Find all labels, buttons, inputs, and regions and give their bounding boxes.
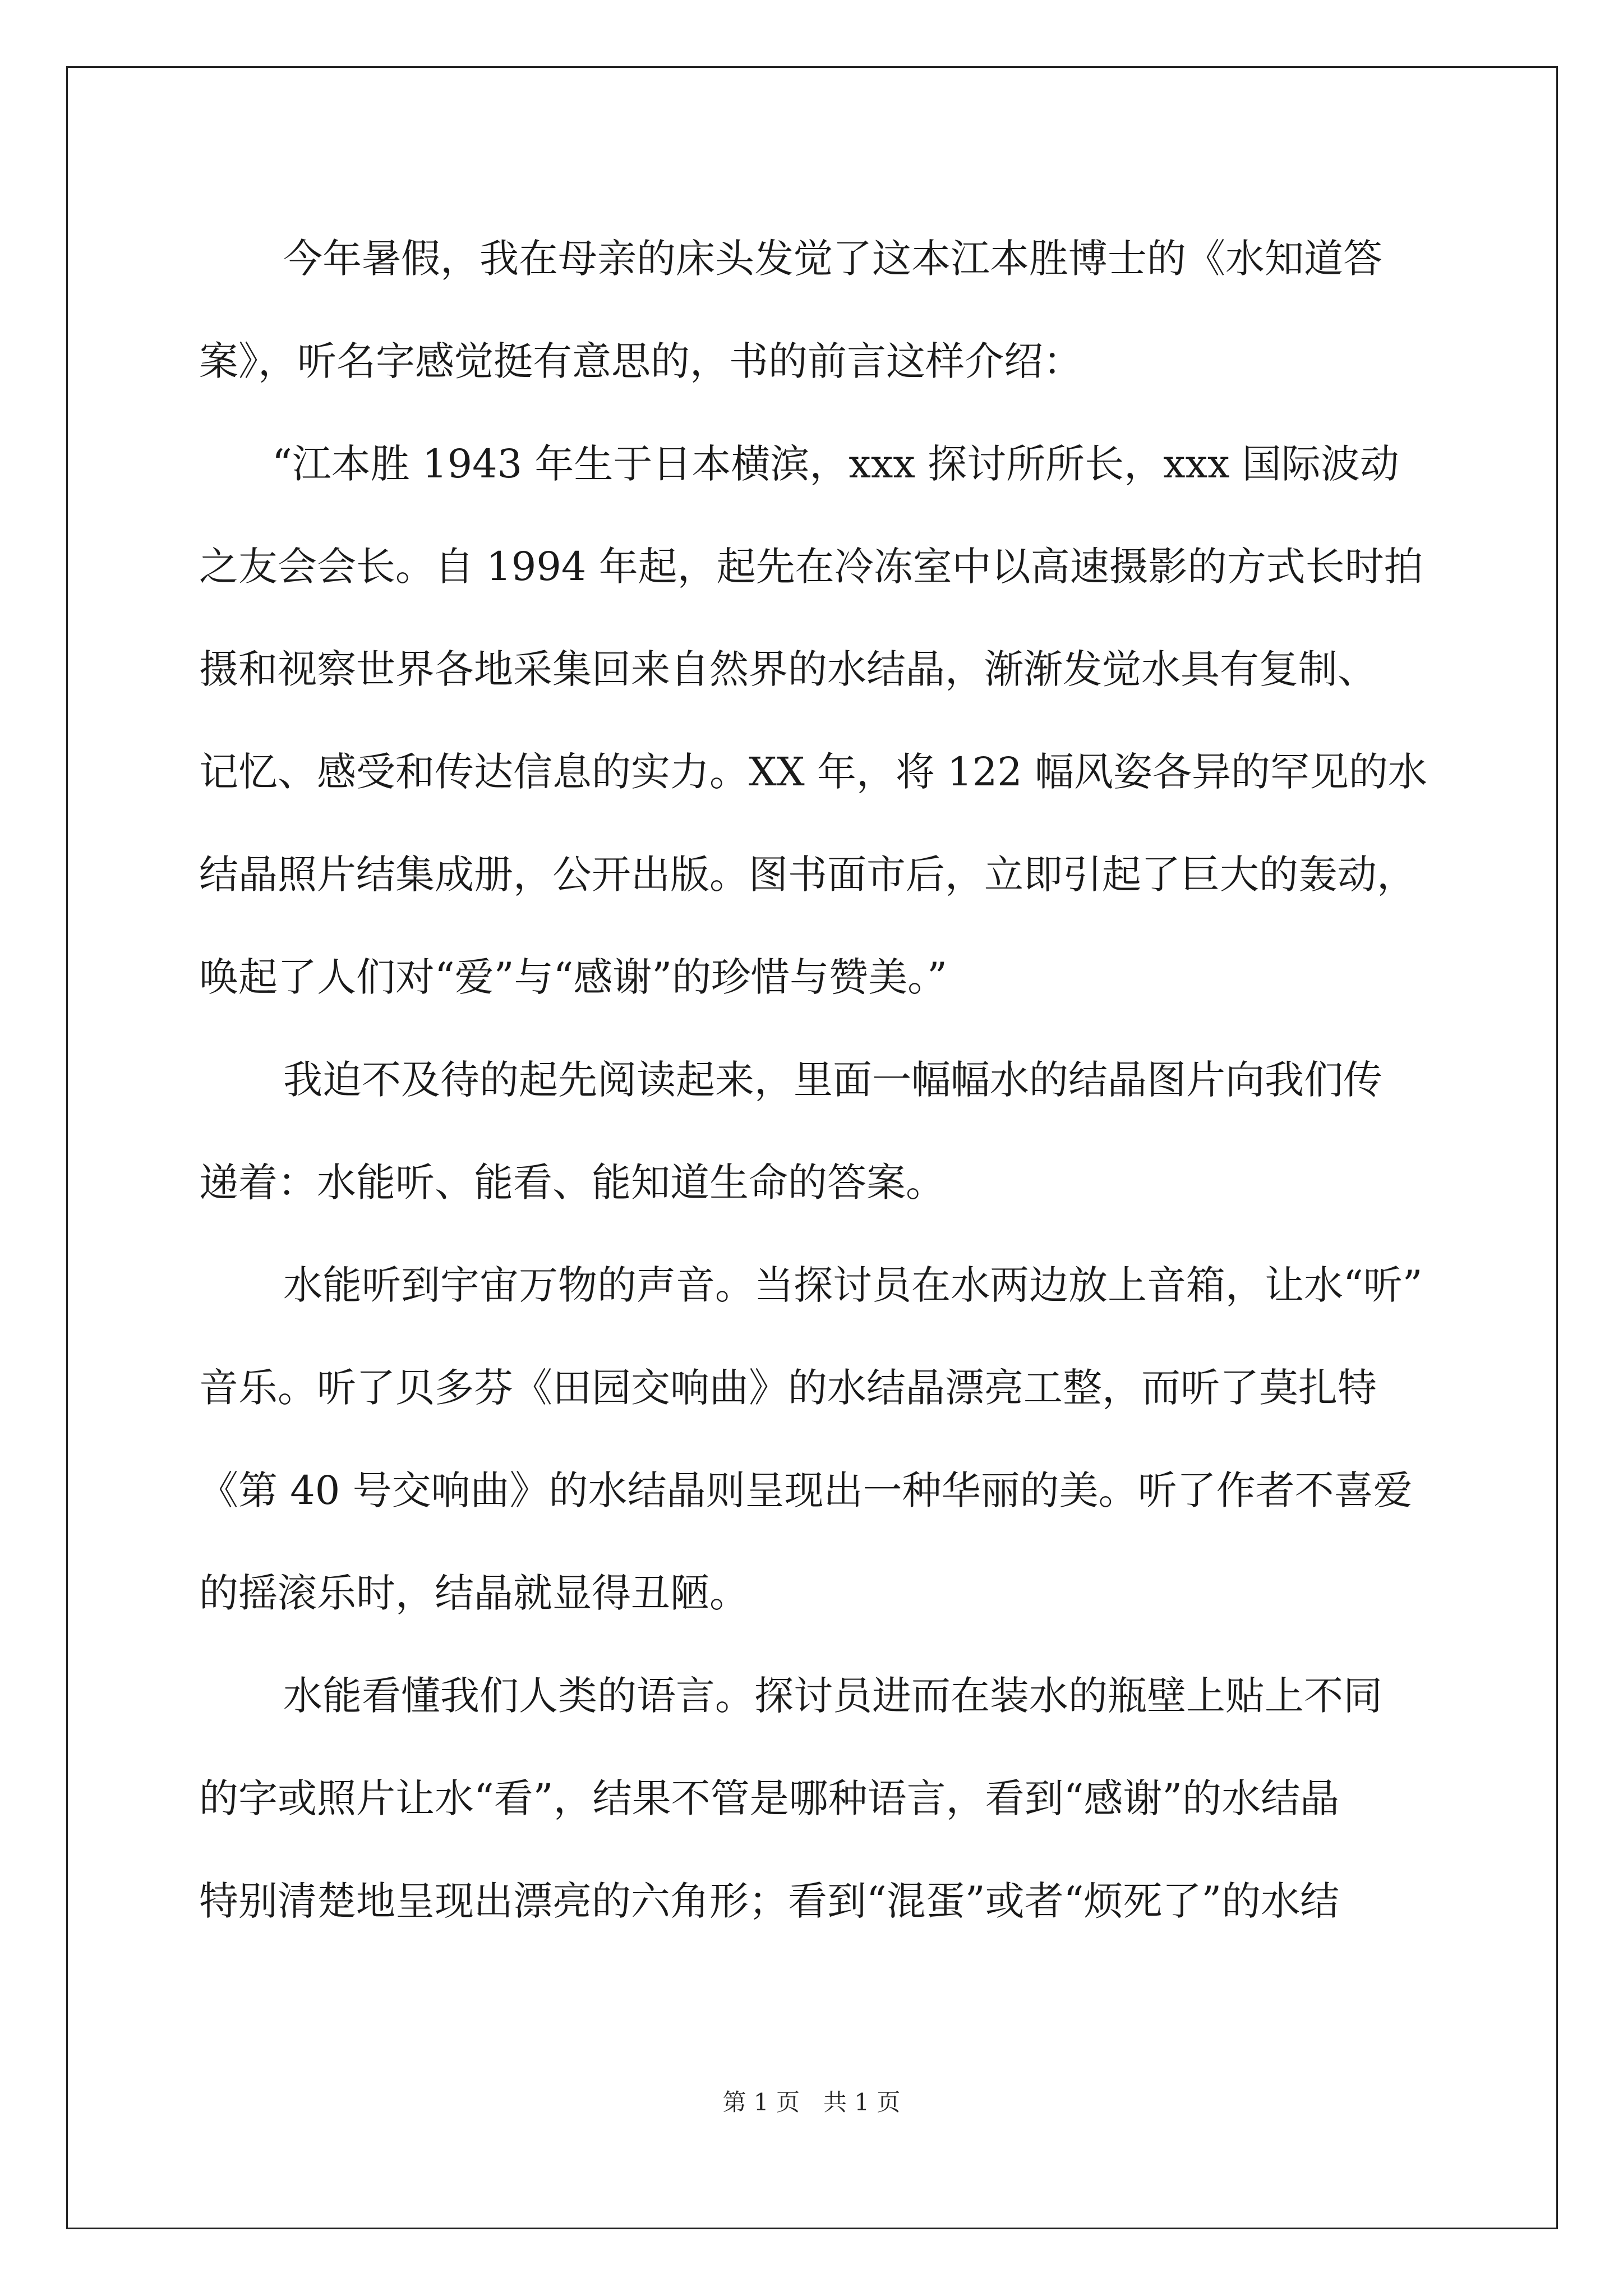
text-line: 唤起了人们对“爱”与“感谢”的珍惜与赞美。”	[199, 954, 947, 1000]
text-line: 记忆、感受和传达信息的实力。XX 年，将 122 幅风姿各异的罕见的水	[199, 749, 1428, 795]
text-line: 案》，听名字感觉挺有意思的，书的前言这样介绍：	[199, 338, 1082, 384]
document-body	[199, 208, 1433, 1953]
text-line: 递着：水能听、能看、能知道生命的答案。	[199, 1159, 945, 1205]
text-line: 《第 40 号交响曲》的水结晶则呈现出一种华丽的美。听了作者不喜爱	[199, 1467, 1413, 1513]
text-line: 的字或照片让水“看”，结果不管是哪种语言，看到“感谢”的水结晶	[199, 1775, 1340, 1821]
text-line: 结晶照片结集成册，公开出版。图书面市后，立即引起了巨大的轰动，	[199, 852, 1416, 898]
text-line: 的摇滚乐时，结晶就显得丑陋。	[199, 1570, 749, 1616]
text-line: 之友会会长。自 1994 年起，起先在冷冻室中以高速摄影的方式长时拍	[199, 544, 1423, 590]
page-footer: 第 1 页 共 1 页	[722, 2088, 901, 2116]
text-line: 音乐。听了贝多芬《田园交响曲》的水结晶漂亮工整，而听了莫扎特	[199, 1365, 1377, 1411]
text-line: “江本胜 1943 年生于日本横滨，xxx 探讨所所长，xxx 国际波动	[272, 441, 1399, 487]
text-line: 特别清楚地呈现出漂亮的六角形；看到“混蛋”或者“烦死了”的水结	[199, 1878, 1340, 1924]
text-line: 我迫不及待的起先阅读起来，里面一幅幅水的结晶图片向我们传	[283, 1057, 1382, 1103]
text-line: 摄和视察世界各地采集回来自然界的水结晶，渐渐发觉水具有复制、	[199, 646, 1377, 692]
text-line: 今年暑假，我在母亲的床头发觉了这本江本胜博士的《水知道答	[283, 236, 1382, 282]
text-line: 水能听到宇宙万物的声音。当探讨员在水两边放上音箱，让水“听”	[283, 1262, 1423, 1308]
text-line: 水能看懂我们人类的语言。探讨员进而在装水的瓶壁上贴上不同	[283, 1673, 1382, 1719]
